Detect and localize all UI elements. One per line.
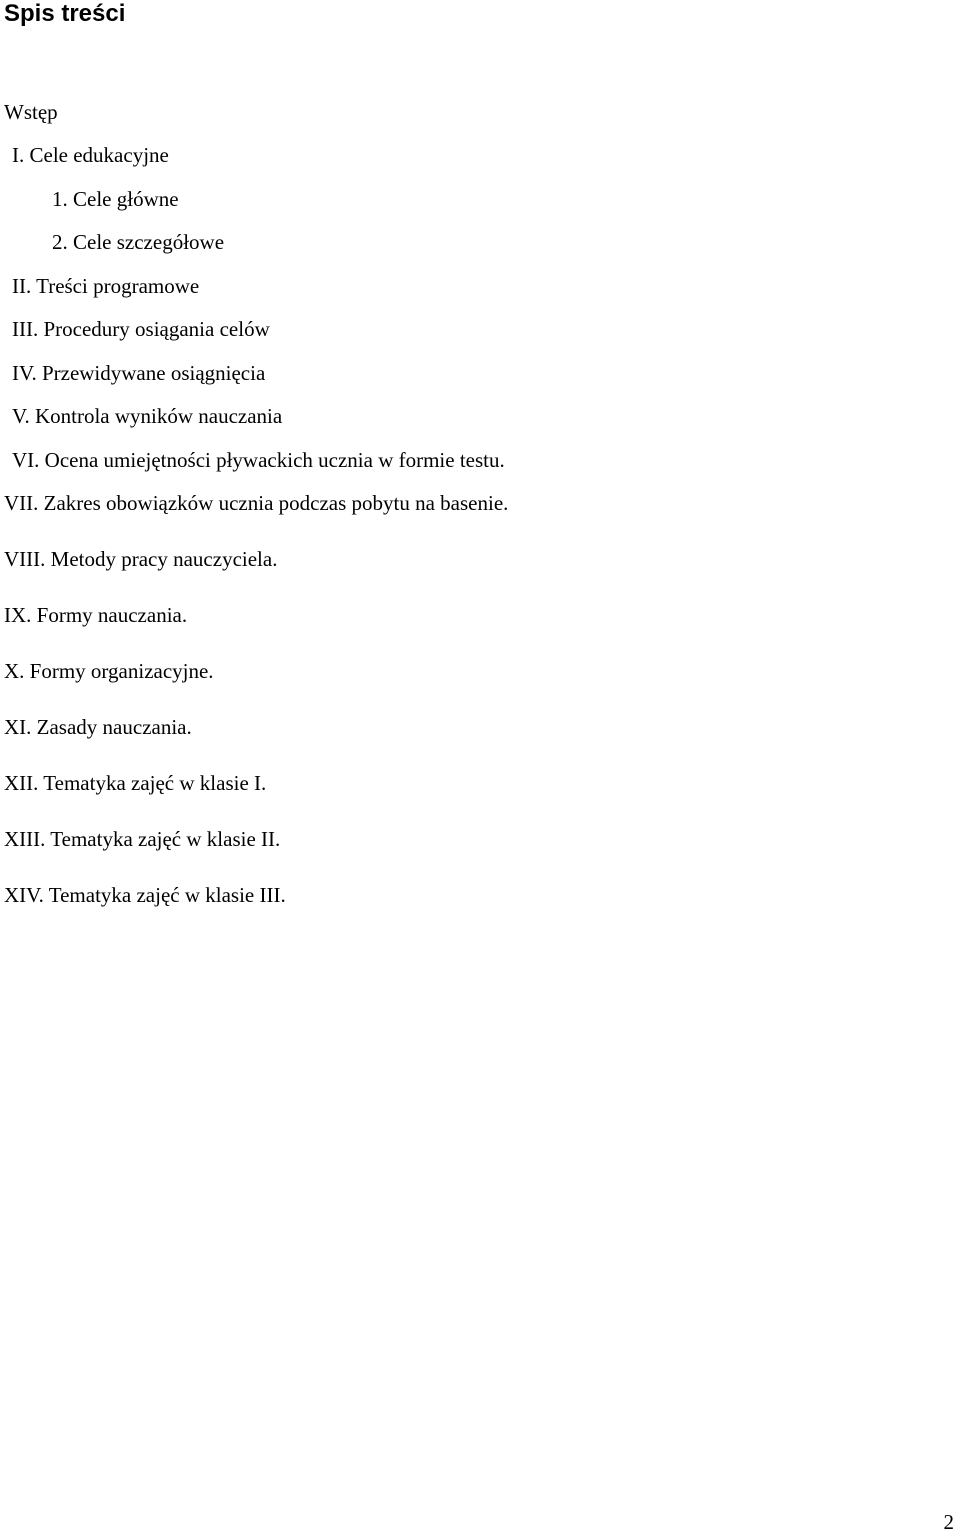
toc-entry-introduction: Wstęp bbox=[4, 100, 58, 124]
toc-entry-swimming-assessment: VI. Ocena umiejętności pływackich ucznia w formie testu. bbox=[12, 448, 505, 472]
toc-entry-topics-class-3: XIV. Tematyka zajęć w klasie III. bbox=[4, 883, 286, 907]
toc-entry-results-control: V. Kontrola wyników nauczania bbox=[12, 404, 283, 428]
toc-entry-student-duties: VII. Zakres obowiązków ucznia podczas pobytu na basenie. bbox=[4, 491, 509, 515]
toc-entry-topics-class-1: XII. Tematyka zajęć w klasie I. bbox=[4, 771, 267, 795]
toc-entry-educational-goals: I. Cele edukacyjne bbox=[12, 143, 169, 167]
page-title: Spis treści bbox=[4, 0, 126, 27]
toc-entry-program-content: II. Treści programowe bbox=[12, 274, 200, 298]
toc-entry-expected-achievements: IV. Przewidywane osiągnięcia bbox=[12, 361, 266, 385]
page-number: 2 bbox=[943, 1510, 954, 1534]
toc-entry-teaching-methods: VIII. Metody pracy nauczyciela. bbox=[4, 547, 278, 571]
toc-entry-detailed-goals: 2. Cele szczegółowe bbox=[52, 230, 225, 254]
toc-entry-teaching-forms: IX. Formy nauczania. bbox=[4, 603, 188, 627]
toc-entry-organizational-forms: X. Formy organizacyjne. bbox=[4, 659, 214, 683]
toc-entry-teaching-principles: XI. Zasady nauczania. bbox=[4, 715, 192, 739]
toc-entry-procedures: III. Procedury osiągania celów bbox=[12, 317, 270, 341]
toc-entry-main-goals: 1. Cele główne bbox=[52, 187, 179, 211]
toc-entry-topics-class-2: XIII. Tematyka zajęć w klasie II. bbox=[4, 827, 281, 851]
